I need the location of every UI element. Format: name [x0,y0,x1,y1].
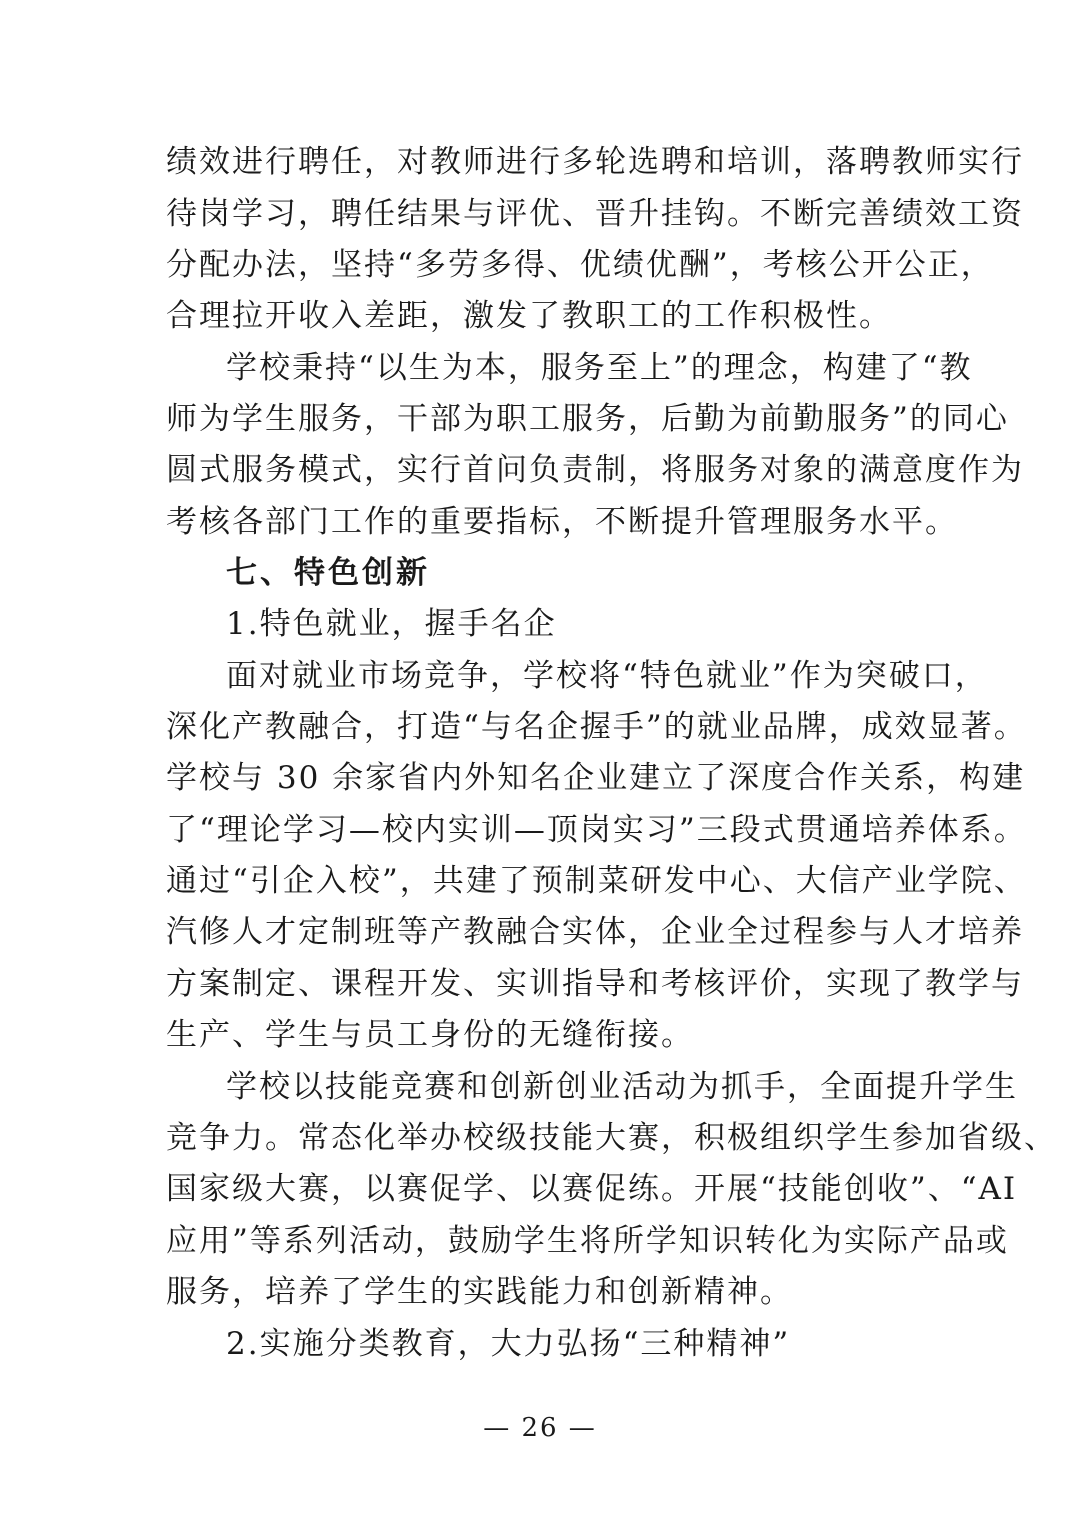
body-text-line: 深化产教融合，打造“与名企握手”的就业品牌，成效显著。 [166,709,1027,745]
section-heading: 七、特色创新 [226,555,430,591]
body-text-line: 学校与 30 余家省内外知名企业建立了深度合作关系，构建 [166,760,1026,796]
body-text-line: 师为学生服务，干部为职工服务，后勤为前勤服务”的同心 [166,401,1009,437]
body-text-line: 服务，培养了学生的实践能力和创新精神。 [166,1274,793,1310]
body-text-line: 国家级大赛，以赛促学、以赛促练。开展“技能创收”、“AI [166,1171,1018,1207]
body-text-line: 了“理论学习—校内实训—顶岗实习”三段式贯通培养体系。 [166,812,1027,848]
paragraph-first-line: 学校秉持“以生为本，服务至上”的理念，构建了“教 [226,350,973,386]
body-text-line: 竞争力。常态化举办校级技能大赛，积极组织学生参加省级、 [166,1120,1057,1156]
subsection-heading: 1.特色就业，握手名企 [226,606,557,642]
body-text-line: 绩效进行聘任，对教师进行多轮选聘和培训，落聘教师实行 [166,144,1024,180]
body-text-line: 圆式服务模式，实行首问负责制，将服务对象的满意度作为 [166,452,1024,488]
body-text-line: 汽修人才定制班等产教融合实体，企业全过程参与人才培养 [166,914,1024,950]
body-text-line: 待岗学习，聘任结果与评优、晋升挂钩。不断完善绩效工资 [166,196,1024,232]
body-text-line: 方案制定、课程开发、实训指导和考核评价，实现了教学与 [166,966,1024,1002]
body-text-line: 合理拉开收入差距，激发了教职工的工作积极性。 [166,298,892,334]
body-text-line: 生产、学生与员工身份的无缝衔接。 [166,1017,694,1053]
page-number: — 26 — [483,1413,597,1443]
body-text-line: 考核各部门工作的重要指标，不断提升管理服务水平。 [166,504,958,540]
body-text-line: 分配办法，坚持“多劳多得、优绩优酬”，考核公开公正， [166,247,994,283]
body-text-line: 通过“引企入校”，共建了预制菜研发中心、大信产业学院、 [166,863,1027,899]
paragraph-first-line: 学校以技能竞赛和创新创业活动为抓手，全面提升学生 [226,1069,1018,1105]
subsection-heading: 2.实施分类教育，大力弘扬“三种精神” [226,1326,791,1362]
body-text-line: 应用”等系列活动，鼓励学生将所学知识转化为实际产品或 [166,1223,1009,1259]
paragraph-first-line: 面对就业市场竞争，学校将“特色就业”作为突破口， [226,658,988,694]
